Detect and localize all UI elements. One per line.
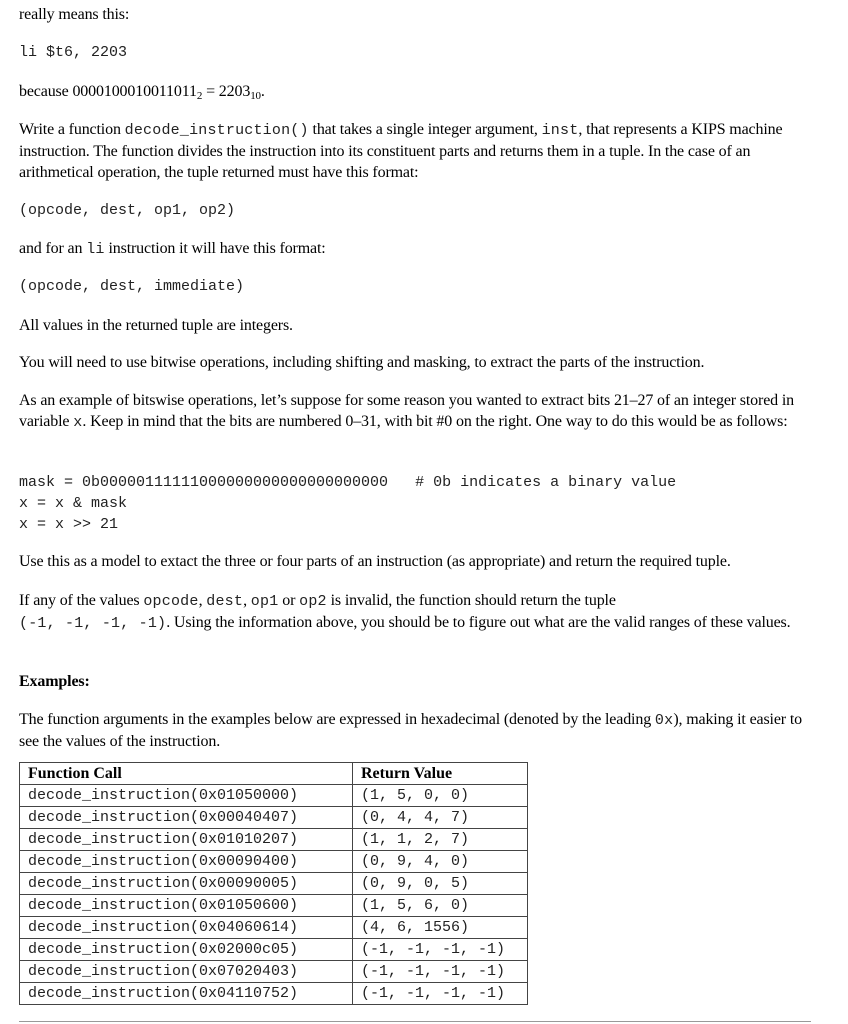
horizontal-divider — [19, 1021, 811, 1022]
binary-explanation: because $0000100010011011_2 = 2203_{10}$. — [19, 83, 265, 102]
mask-code-line: mask = 0b00000111111000000000000000000000 # 0b indicates a binary value — [19, 474, 677, 491]
and-code-line: x = x & mask — [19, 495, 128, 512]
invalid-tuple: (-1, -1, -1, -1) — [19, 615, 167, 632]
shift-code-line: x = x >> 21 — [19, 516, 119, 533]
table-row: decode_instruction(0x07020403) (-1, -1, -1, -1) — [20, 961, 528, 983]
argument-name: inst — [541, 122, 579, 139]
task-description: Write a function decode_instruction() that takes a single integer argument, inst, that represents a KIPS machine instruction. The function divides the instruction into its constituent parts and returns them in a tuple. In the case of an arithmetical operation, the tuple returned must have this format: — [19, 121, 783, 181]
table-row: decode_instruction(0x00040407) (0, 4, 4, 7) — [20, 807, 528, 829]
header-function-call: Function Call — [20, 763, 353, 785]
header-return-value: Return Value — [353, 763, 528, 785]
table-row: decode_instruction(0x04110752) (-1, -1, -1, -1) — [20, 983, 528, 1005]
table-row: decode_instruction(0x01050600) (1, 5, 6, 0) — [20, 895, 528, 917]
li-tuple-format: (opcode, dest, immediate) — [19, 278, 245, 295]
invalid-values-note: If any of the values opcode, dest, op1 or op2 is invalid, the function should return the tuple (-1, -1, -1, -1). Using the information above, you should be to figure out what are the valid ranges of these values. — [19, 592, 791, 632]
table-row: decode_instruction(0x02000c05) (-1, -1, -1, -1) — [20, 939, 528, 961]
table-row: decode_instruction(0x00090400) (0, 9, 4, 0) — [20, 851, 528, 873]
table-row: decode_instruction(0x04060614) (4, 6, 1556) — [20, 917, 528, 939]
integers-note: All values in the returned tuple are integers. — [19, 317, 293, 334]
bitwise-example-intro: As an example of bitswise operations, let’s suppose for some reason you wanted to extract bits 21–27 of an integer stored in variable x. Keep in mind that the bits are numbered 0–31, with bit #0 on the right. One way to do this would be as follows: — [19, 392, 794, 431]
hex-note: The function arguments in the examples below are expressed in hexadecimal (denoted by the leading 0x), making it easier to see the values of the instruction. — [19, 711, 802, 750]
li-code-example: li $t6, 2203 — [19, 44, 128, 61]
binary-number: 0000100010011011 — [72, 83, 197, 100]
really-means-text: really means this: — [19, 6, 130, 23]
li-format-intro: and for an li instruction it will have this format: — [19, 240, 326, 258]
decimal-number: 2203 — [218, 83, 251, 100]
table-row: decode_instruction(0x01010207) (1, 1, 2, 7) — [20, 829, 528, 851]
examples-table — [19, 762, 528, 1005]
table-row: decode_instruction(0x01050000) (1, 5, 0, 0) — [20, 785, 528, 807]
examples-heading: Examples: — [19, 673, 90, 690]
arith-tuple-format: (opcode, dest, op1, op2) — [19, 202, 236, 219]
function-name: decode_instruction() — [124, 122, 309, 139]
model-note: Use this as a model to extact the three or four parts of an instruction (as appropriate) and return the required tuple. — [19, 553, 731, 570]
table-header-row — [20, 763, 528, 785]
table-row: decode_instruction(0x00090005) (0, 9, 0, 5) — [20, 873, 528, 895]
bitwise-note: You will need to use bitwise operations, including shifting and masking, to extract the parts of the instruction. — [19, 354, 705, 371]
